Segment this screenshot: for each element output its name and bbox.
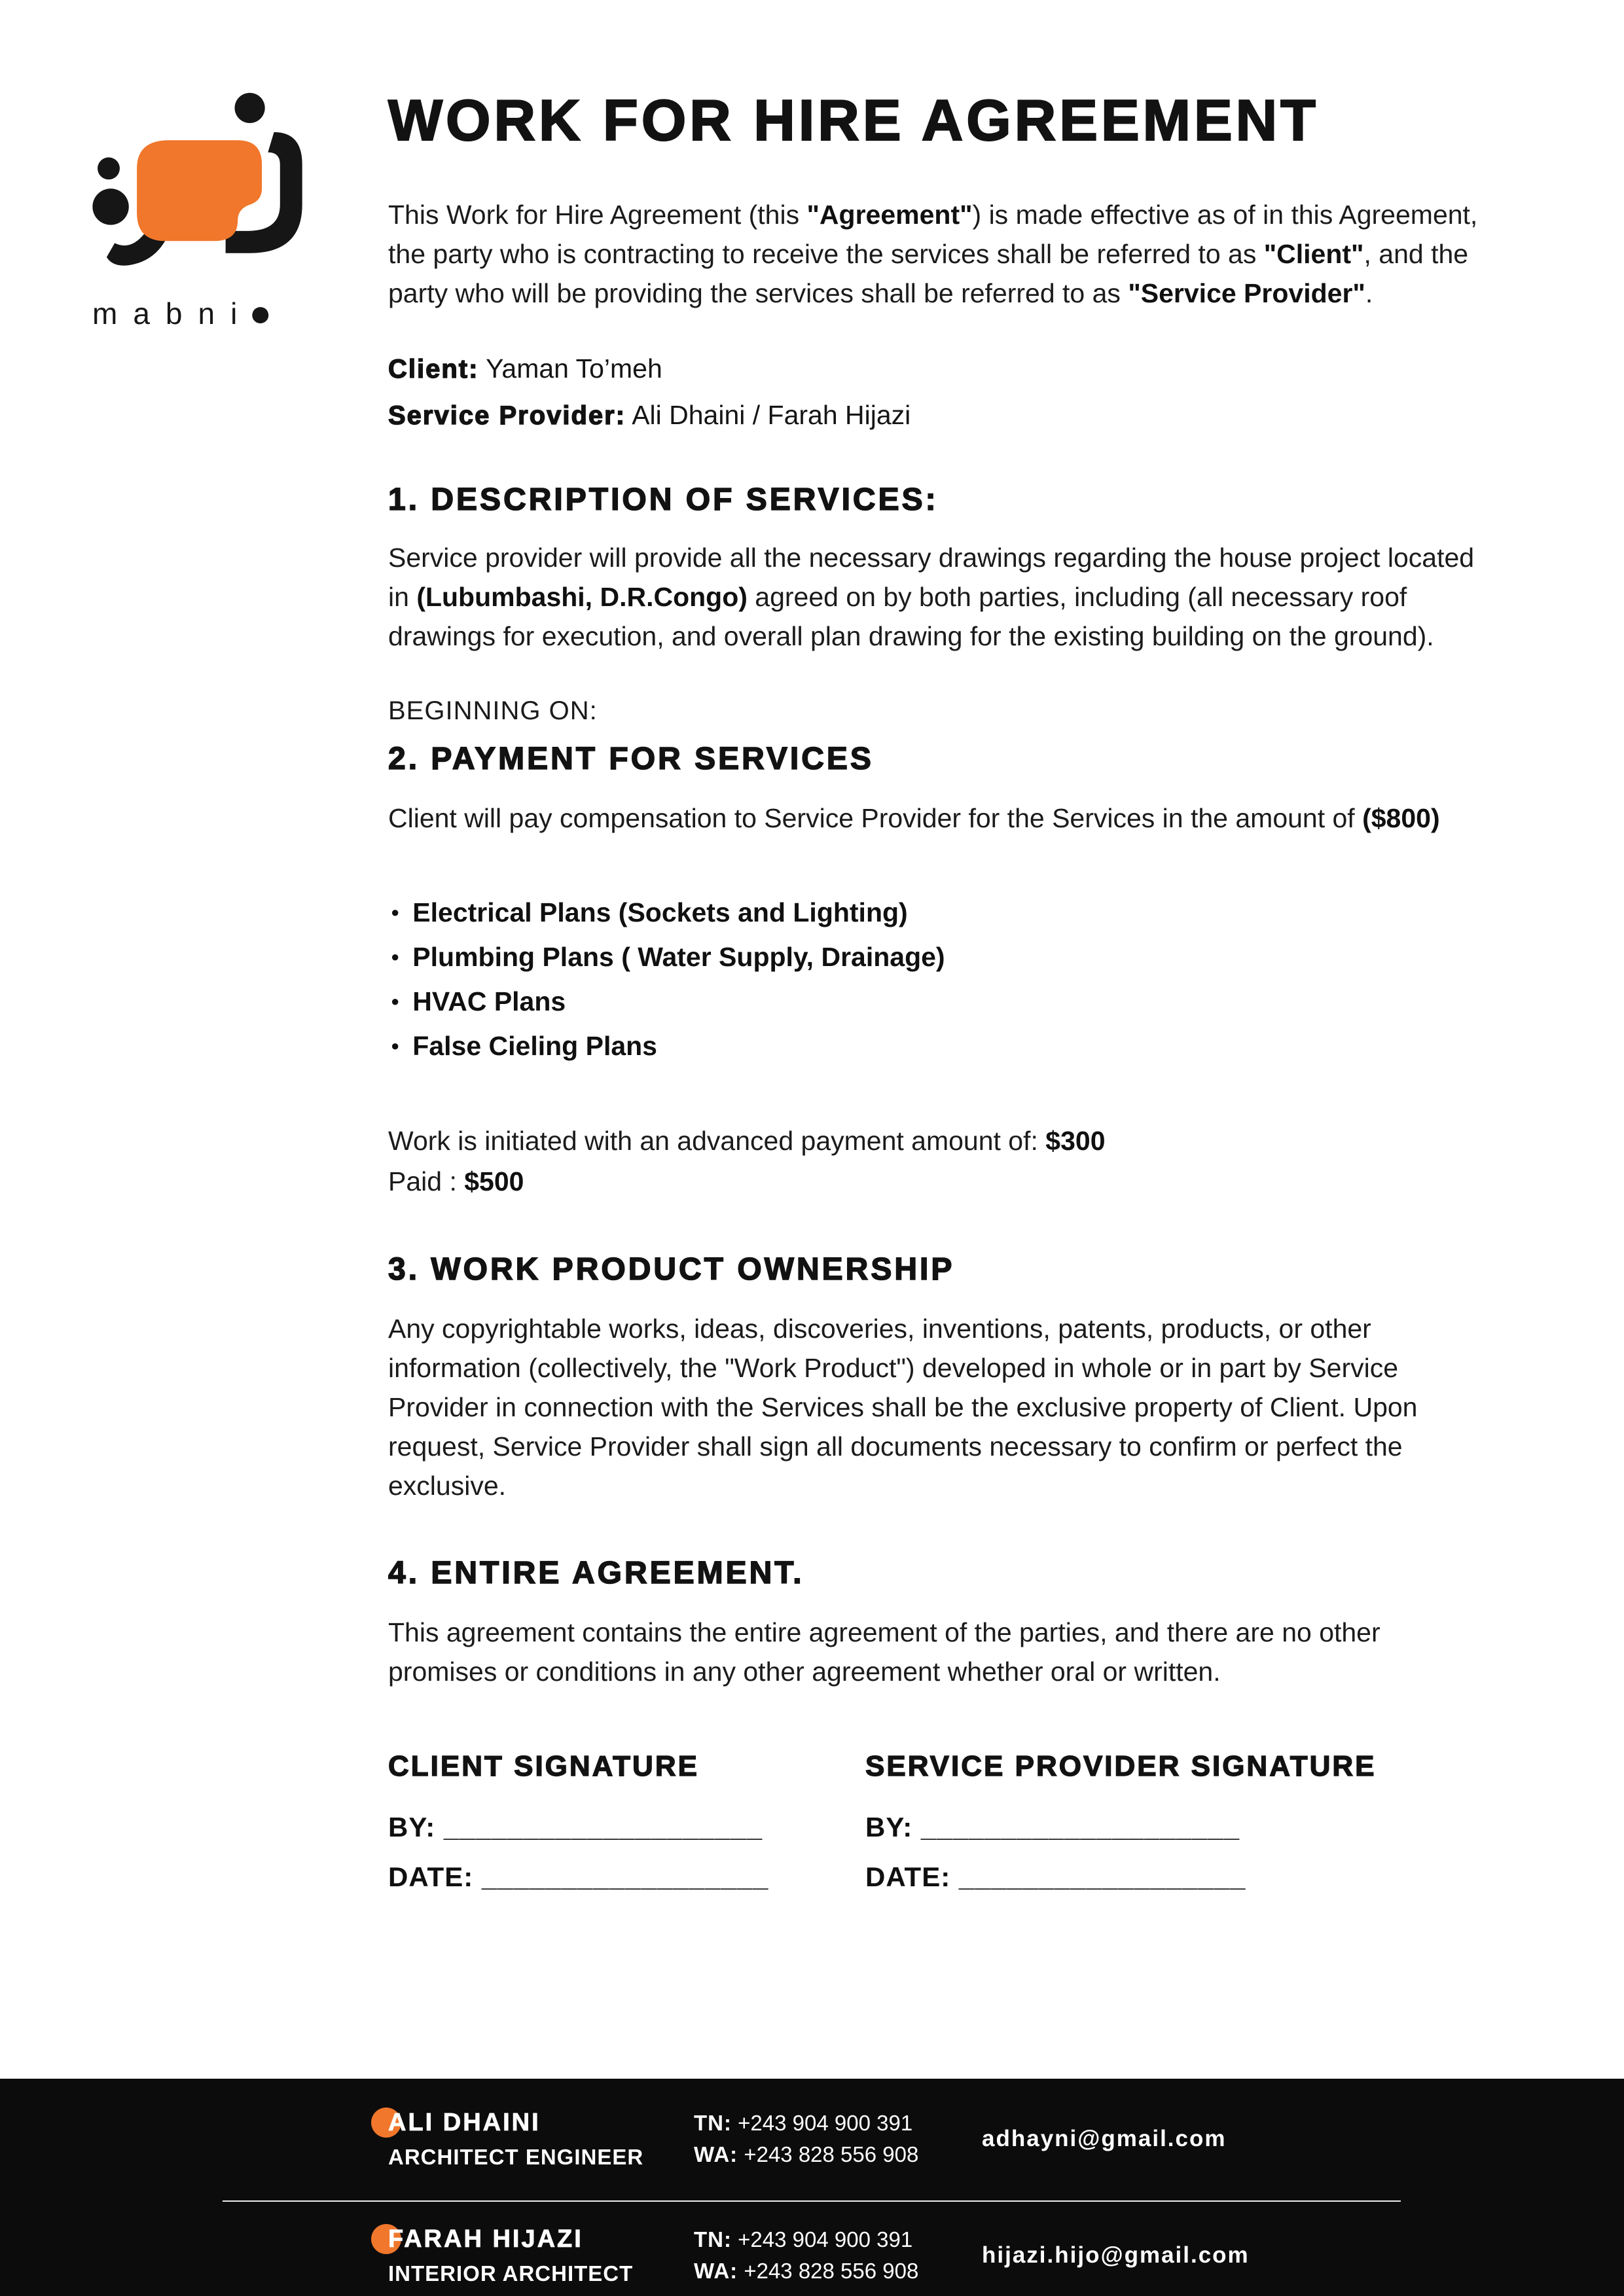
page-title: WORK FOR HIRE AGREEMENT xyxy=(388,88,1319,152)
section-4-heading: 4. ENTIRE AGREEMENT. xyxy=(388,1556,804,1590)
paid-line xyxy=(388,1161,1484,1202)
footer-person-ali xyxy=(388,2108,1624,2170)
section-3-heading: 3. WORK PRODUCT OWNERSHIP xyxy=(388,1252,955,1287)
date-label: DATE: xyxy=(388,1861,474,1892)
person-email: hijazi.hijo@gmail.com xyxy=(982,2242,1250,2268)
logo-wordmark xyxy=(88,292,331,334)
logo-dot-icon: ● xyxy=(249,292,272,334)
emphasis-advance: $300 xyxy=(1045,1126,1106,1156)
client-signature-heading: CLIENT SIGNATURE xyxy=(388,1750,699,1782)
section-2-heading: 2. PAYMENT FOR SERVICES xyxy=(388,742,874,776)
deliverables-list xyxy=(388,890,1484,1068)
tn-number: +243 904 900 391 xyxy=(738,2111,913,2135)
wa-number: +243 828 556 908 xyxy=(744,2142,919,2166)
emphasis-client: "Client" xyxy=(1263,239,1364,269)
text-run: ) is made effective as of in this Agreement, the party who is contracting to receive the services shall be referred to as xyxy=(388,200,1478,269)
provider-label: Service Provider: xyxy=(388,401,626,430)
footer-person-farah xyxy=(388,2224,1624,2287)
emphasis-service-provider: "Service Provider" xyxy=(1128,278,1365,308)
list-item xyxy=(388,979,1484,1024)
person-email: adhayni@gmail.com xyxy=(982,2126,1227,2151)
footer-divider xyxy=(223,2200,1401,2202)
tn-label: TN: xyxy=(694,2227,732,2251)
person-phones xyxy=(694,2224,982,2287)
person-name-text: ALI DHAINI xyxy=(388,2108,541,2136)
tn-label: TN: xyxy=(694,2111,732,2135)
agreement-body xyxy=(388,0,1484,1902)
person-phones xyxy=(694,2108,982,2170)
provider-signature-heading: SERVICE PROVIDER SIGNATURE xyxy=(865,1750,1377,1782)
text-run: Client will pay compensation to Service Provider for the Services in the amount of xyxy=(388,803,1363,833)
signature-line: ____________________ xyxy=(920,1812,1240,1842)
emphasis-location: (Lubumbashi, D.R.Congo) xyxy=(416,582,748,612)
list-item xyxy=(388,890,1484,935)
advance-line xyxy=(388,1121,1484,1161)
text-run: This Work for Hire Agreement (this xyxy=(388,200,807,230)
client-signature-block xyxy=(388,1750,865,1902)
text-run: agreed on by both parties, including (all necessary roof drawings for execution, and overall plan drawing for the existing building on the ground). xyxy=(388,582,1434,651)
payment-status-block xyxy=(388,1121,1484,1202)
client-name: Yaman To’meh xyxy=(478,353,662,384)
text-run: Paid : xyxy=(388,1166,465,1196)
wa-label: WA: xyxy=(694,2259,738,2283)
beginning-on-label: BEGINNING ON: xyxy=(388,696,598,725)
person-name-text: FARAH HIJAZI xyxy=(388,2225,583,2253)
provider-by-line xyxy=(865,1803,1484,1852)
wa-line xyxy=(694,2139,982,2170)
section-1-heading: 1. DESCRIPTION OF SERVICES: xyxy=(388,482,939,517)
tn-line xyxy=(694,2224,982,2255)
by-label: BY: xyxy=(865,1812,913,1842)
wa-line xyxy=(694,2255,982,2287)
provider-names: Ali Dhaini / Farah Hijazi xyxy=(626,400,911,430)
client-line xyxy=(388,346,1484,392)
text-run: Work is initiated with an advanced payment amount of: xyxy=(388,1126,1046,1156)
text-run: , and the party who will be providing the services shall be referred to as xyxy=(388,239,1469,308)
provider-line xyxy=(388,392,1484,439)
wa-number: +243 828 556 908 xyxy=(744,2259,919,2283)
logo-wordmark-text: mabni xyxy=(92,296,253,331)
list-item xyxy=(388,1024,1484,1068)
bullet-text: HVAC Plans xyxy=(412,986,566,1016)
section-3-paragraph: Any copyrightable works, ideas, discoveries, inventions, patents, products, or other information (collectively, the "Work Product") developed in whole or in part by Service Provider in connection with the Services shall be the exclusive property of Client. Upon request, Service Provider shall sign all documents necessary to confirm or perfect the exclusive. xyxy=(388,1314,1418,1501)
bullet-icon: ● xyxy=(391,948,400,965)
signature-line: __________________ xyxy=(958,1861,1246,1892)
bullet-text: False Cieling Plans xyxy=(412,1031,657,1061)
mabni-logo-mark xyxy=(88,84,331,285)
by-label: BY: xyxy=(388,1812,436,1842)
bullet-text: Electrical Plans (Sockets and Lighting) xyxy=(412,897,908,927)
section-1-paragraph xyxy=(388,538,1484,656)
mabni-logo xyxy=(88,84,331,332)
bullet-icon: ● xyxy=(391,1037,400,1054)
parties-block xyxy=(388,346,1484,439)
signature-line: ____________________ xyxy=(443,1812,763,1842)
person-name xyxy=(388,2109,541,2137)
bullet-icon: ● xyxy=(391,993,400,1009)
wa-label: WA: xyxy=(694,2142,738,2166)
section-4-paragraph: This agreement contains the entire agreement of the parties, and there are no other promises or conditions in any other agreement whether oral or written. xyxy=(388,1617,1380,1687)
intro-paragraph xyxy=(388,195,1484,313)
person-identity xyxy=(388,2225,694,2286)
list-item xyxy=(388,935,1484,979)
signature-line: __________________ xyxy=(481,1861,769,1892)
emphasis-amount: ($800) xyxy=(1362,803,1440,833)
bullet-text: Plumbing Plans ( Water Supply, Drainage) xyxy=(412,942,945,972)
bullet-icon: ● xyxy=(391,904,400,920)
person-name xyxy=(388,2225,583,2253)
person-role: ARCHITECT ENGINEER xyxy=(388,2144,644,2169)
text-run: . xyxy=(1365,278,1373,308)
person-identity xyxy=(388,2109,694,2170)
client-date-line xyxy=(388,1852,865,1902)
tn-number: +243 904 900 391 xyxy=(738,2227,913,2251)
date-label: DATE: xyxy=(865,1861,951,1892)
client-label: Client: xyxy=(388,355,479,384)
tn-line xyxy=(694,2108,982,2139)
signature-section xyxy=(388,1750,1484,1902)
emphasis-agreement: "Agreement" xyxy=(806,200,973,230)
footer xyxy=(0,2079,1624,2296)
provider-signature-block xyxy=(865,1750,1484,1902)
person-role: INTERIOR ARCHITECT xyxy=(388,2261,634,2286)
text-run: Service provider will provide all the necessary drawings regarding the house project located in xyxy=(388,543,1475,612)
provider-date-line xyxy=(865,1852,1484,1902)
emphasis-paid: $500 xyxy=(464,1166,524,1196)
client-by-line xyxy=(388,1803,865,1852)
section-2-paragraph xyxy=(388,798,1484,838)
